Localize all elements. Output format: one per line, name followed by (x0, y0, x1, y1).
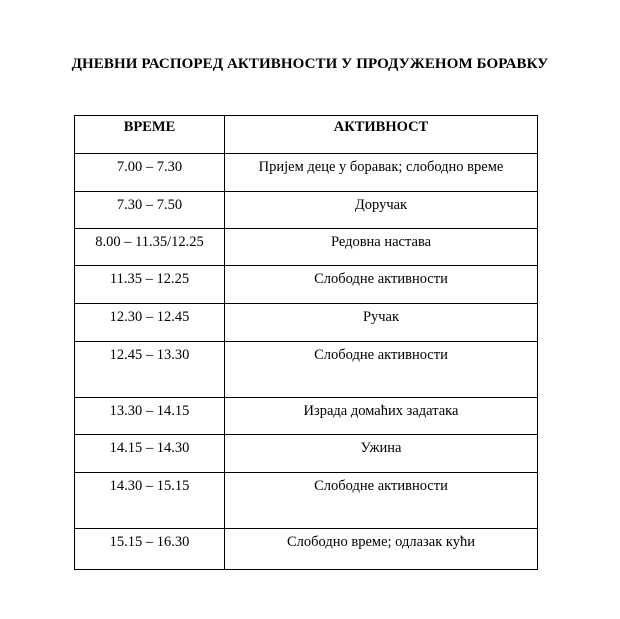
activity-cell: Слободне активности (225, 266, 538, 304)
table-row (75, 304, 538, 342)
activity-cell: Пријем деце у боравак; слободно време (225, 154, 538, 192)
activity-cell: Слободне активности (225, 342, 538, 398)
activity-cell: Ручак (225, 304, 538, 342)
table-row (75, 435, 538, 473)
time-cell: 14.30 – 15.15 (75, 473, 225, 529)
table-row (75, 154, 538, 192)
table-row (75, 398, 538, 435)
time-cell: 14.15 – 14.30 (75, 435, 225, 473)
activity-cell: Ужина (225, 435, 538, 473)
column-header-time: ВРЕМЕ (75, 116, 225, 154)
time-cell: 11.35 – 12.25 (75, 266, 225, 304)
table-row (75, 473, 538, 529)
time-cell: 7.30 – 7.50 (75, 192, 225, 229)
activity-cell: Слободно време; одлазак кући (225, 529, 538, 570)
column-header-activity: АКТИВНОСТ (225, 116, 538, 154)
activity-cell: Израда домаћих задатака (225, 398, 538, 435)
activity-cell: Редовна настава (225, 229, 538, 266)
activity-cell: Слободне активности (225, 473, 538, 529)
table-row (75, 266, 538, 304)
time-cell: 8.00 – 11.35/12.25 (75, 229, 225, 266)
table-row (75, 229, 538, 266)
time-cell: 15.15 – 16.30 (75, 529, 225, 570)
document-title: ДНЕВНИ РАСПОРЕД АКТИВНОСТИ У ПРОДУЖЕНОМ БОРАВКУ (71, 56, 549, 72)
table-header-row (75, 116, 538, 154)
time-cell: 7.00 – 7.30 (75, 154, 225, 192)
table-row (75, 192, 538, 229)
activity-cell: Доручак (225, 192, 538, 229)
time-cell: 12.30 – 12.45 (75, 304, 225, 342)
time-cell: 13.30 – 14.15 (75, 398, 225, 435)
schedule-table (74, 115, 538, 570)
table-row (75, 529, 538, 570)
table-row (75, 342, 538, 398)
time-cell: 12.45 – 13.30 (75, 342, 225, 398)
